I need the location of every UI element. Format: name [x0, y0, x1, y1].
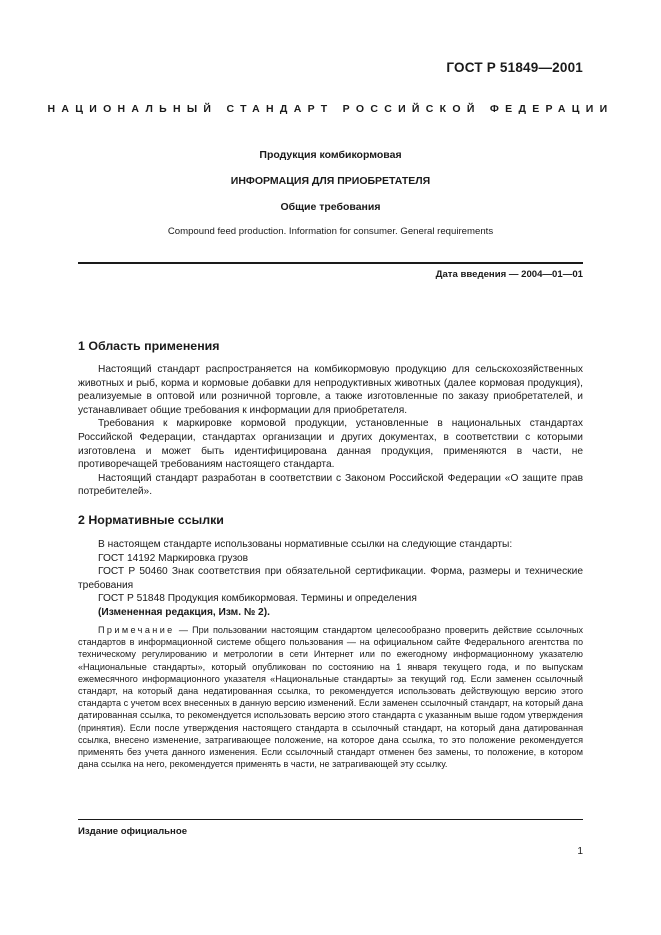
intro-date: Дата введения — 2004—01—01	[435, 269, 583, 280]
gost-number: ГОСТ Р 51849—2001	[446, 60, 583, 75]
note-label: Примечание	[98, 625, 175, 635]
title-subtitle: Общие требования	[280, 201, 381, 213]
reference-item: ГОСТ 14192 Маркировка грузов	[98, 552, 249, 564]
reference-item: ГОСТ Р 50460 Знак соответствия при обязательной сертификации. Форма, размеры и технические требования	[78, 566, 583, 591]
page-number: 1	[577, 846, 583, 857]
section-1-heading: 1 Область применения	[78, 339, 220, 353]
section-1-body	[78, 363, 583, 499]
amendment-note: (Измененная редакция, Изм. № 2).	[98, 606, 270, 618]
note-block	[78, 624, 583, 770]
note-text: — При пользовании настоящим стандартом целесообразно проверить действие ссылочных стандартов в информационной системе общего пользования — на официальном сайте Федерального агентства по техническому регулированию и метрологии в сети Интернет или по ежегодному информационному указателю «Национальные стандарты», который опубликован по состоянию на 1 января текущего года, и по выпускам ежемесячного информационного указателя «Национальные стандарты» за текущий год. Если заменен ссылочный стандарт, на который дана недатированная ссылка, то рекомендуется использовать действующую версию этого стандарта с учетом всех внесенных в данную версию изменений. Если заменен ссылочный стандарт, на который дана датированная ссылка, то рекомендуется использовать версию этого стандарта с указанным выше годом утверждения (принятия). Если после утверждения настоящего стандарта в ссылочный стандарт, на который дана датированная ссылка, внесено изменение, затрагивающее положение, на которое дана ссылка, то это положение рекомендуется применять без учета данного изменения. Если ссылочный стандарт отменен без замены, то положение, в котором дана ссылка на него, рекомендуется применять в части, не затрагивающей эту ссылку.	[78, 625, 583, 770]
paragraph: Настоящий стандарт разработан в соответствии с Законом Российской Федерации «О защите прав потребителей».	[78, 472, 583, 498]
footer-divider	[78, 819, 583, 820]
official-edition: Издание официальное	[78, 826, 188, 837]
section-2-body	[78, 538, 583, 620]
header-divider	[78, 262, 583, 264]
title-main: ИНФОРМАЦИЯ ДЛЯ ПРИОБРЕТАТЕЛЯ	[230, 175, 431, 187]
title-english: Compound feed production. Information for consumer. General requirements	[167, 226, 494, 237]
section-2-heading: 2 Нормативные ссылки	[78, 513, 224, 527]
paragraph: В настоящем стандарте использованы нормативные ссылки на следующие стандарты:	[98, 539, 513, 550]
paragraph: Требования к маркировке кормовой продукции, установленные в национальных стандартах Российской Федерации, стандартах организации и других документах, в соответствии с которыми изготовлена и может быть идентифицирована данная продукция, применяются в части, не противоречащей требованиям настоящего стандарта.	[78, 418, 583, 471]
national-standard-banner: НАЦИОНАЛЬНЫЙ СТАНДАРТ РОССИЙСКОЙ ФЕДЕРАЦИИ	[47, 103, 614, 115]
reference-item: ГОСТ Р 51848 Продукция комбикормовая. Термины и определения	[98, 593, 417, 605]
paragraph: Настоящий стандарт распространяется на комбикормовую продукцию для сельскохозяйственных животных и рыб, корма и кормовые добавки для непродуктивных животных (далее кормовая продукция), реализуемые в оптовой или розничной торговле, а также изготовленные по заказу приобретателей, и устанавливает общие требования к информации для приобретателя.	[78, 364, 583, 416]
title-product: Продукция комбикормовая	[259, 149, 402, 161]
